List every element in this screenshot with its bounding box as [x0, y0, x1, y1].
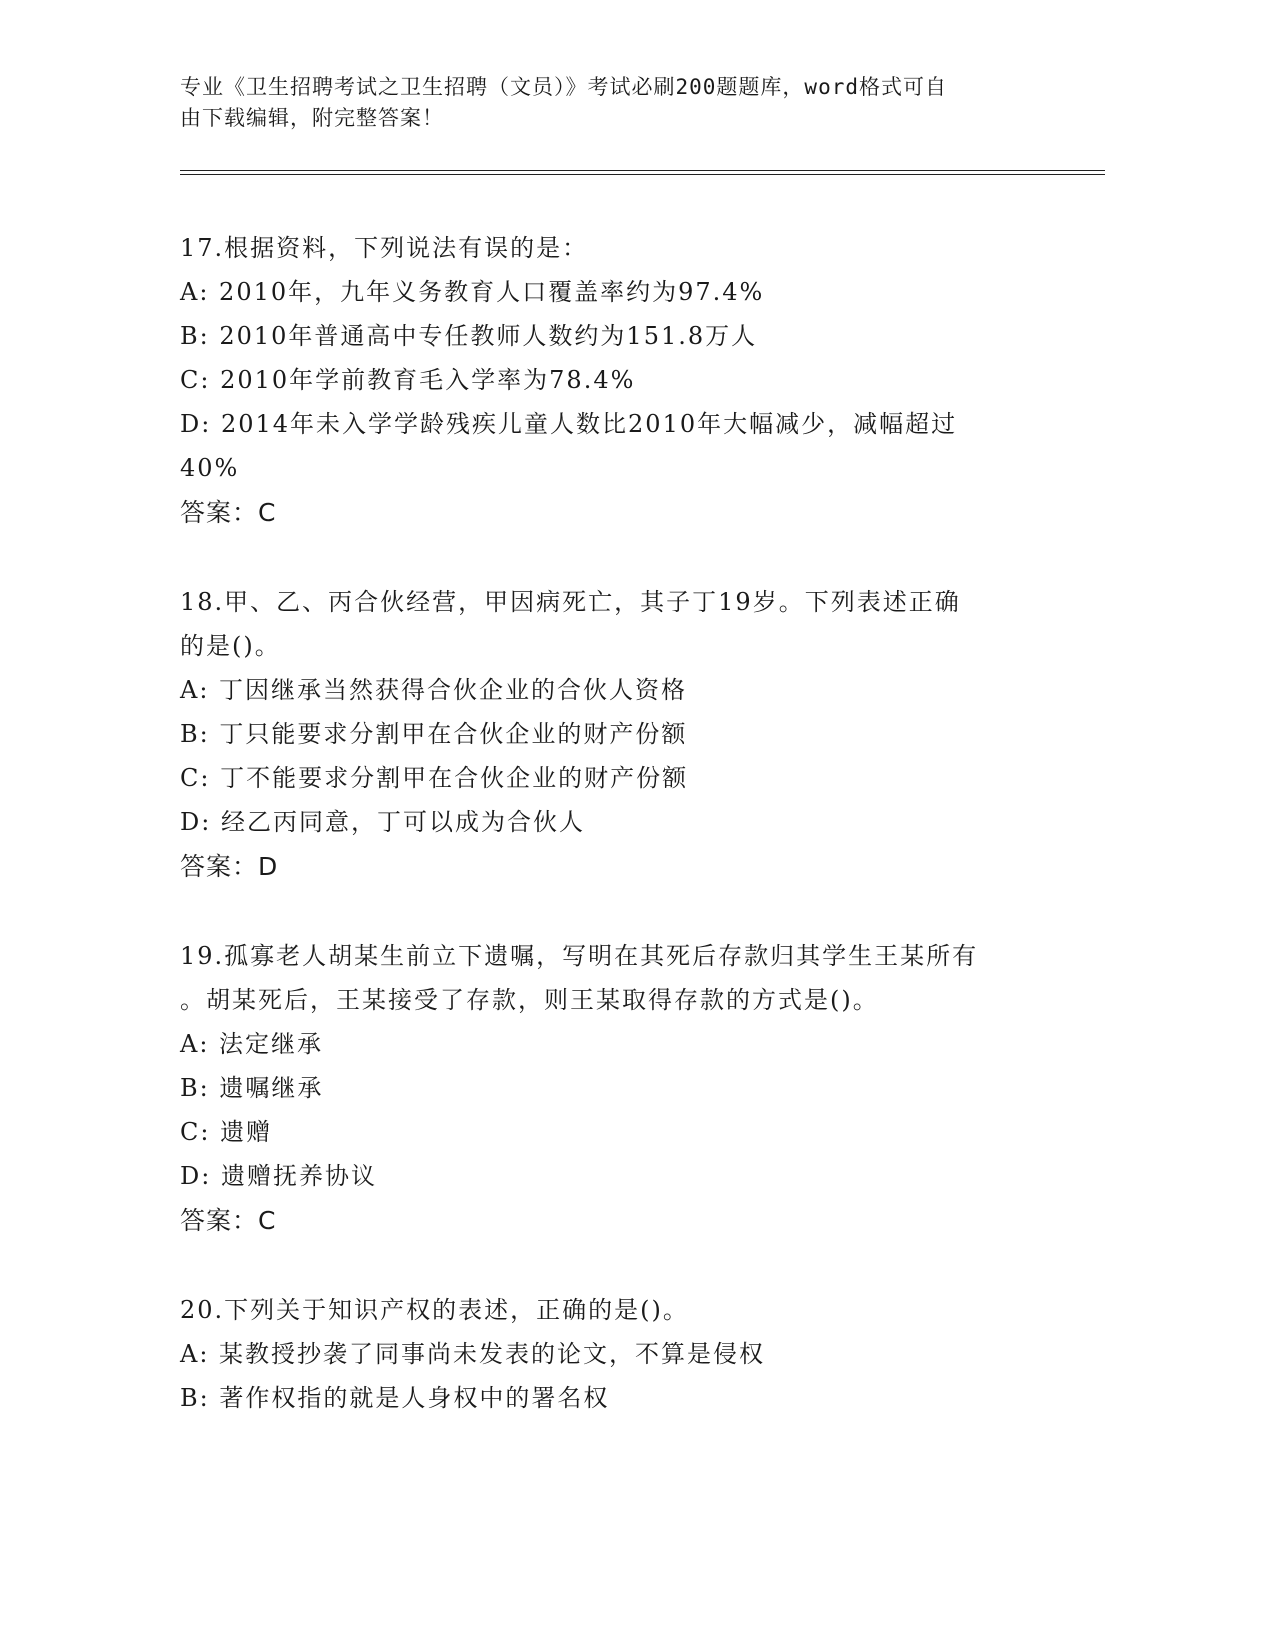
- option-a: A: 某教授抄袭了同事尚未发表的论文，不算是侵权: [180, 1340, 766, 1368]
- option-d-continued: 40%: [180, 454, 240, 482]
- question-stem-continued: 。胡某死后，王某接受了存款，则王某取得存款的方式是()。: [180, 986, 879, 1014]
- option-b: B: 2010年普通高中专任教师人数约为151.8万人: [180, 322, 758, 350]
- answer-label: 答案：D: [180, 852, 279, 881]
- question-stem: 19.孤寡老人胡某生前立下遗嘱，写明在其死后存款归其学生王某所有: [180, 942, 979, 970]
- option-d: D: 2014年未入学学龄残疾儿童人数比2010年大幅减少，减幅超过: [180, 410, 958, 438]
- question-17: [180, 226, 1040, 536]
- option-b: B: 著作权指的就是人身权中的署名权: [180, 1384, 610, 1412]
- header-line-2: 由下载编辑，附完整答案！: [180, 106, 444, 130]
- option-b: B: 丁只能要求分割甲在合伙企业的财产份额: [180, 720, 688, 748]
- question-19: [180, 934, 1040, 1244]
- option-c: C: 2010年学前教育毛入学率为78.4%: [180, 366, 636, 394]
- question-18: [180, 580, 1040, 890]
- option-a: A: 丁因继承当然获得合伙企业的合伙人资格: [180, 676, 688, 704]
- header-line-1: 专业《卫生招聘考试之卫生招聘（文员）》考试必刷200题题库，word格式可自: [180, 75, 947, 99]
- question-list: [180, 226, 1040, 1464]
- question-stem-continued: 的是()。: [180, 632, 281, 660]
- option-d: D: 经乙丙同意，丁可以成为合伙人: [180, 808, 585, 836]
- question-stem: 17.根据资料，下列说法有误的是：: [180, 234, 589, 262]
- answer-label: 答案：C: [180, 1206, 277, 1235]
- answer-label: 答案：C: [180, 498, 277, 527]
- question-stem: 18.甲、乙、丙合伙经营，甲因病死亡，其子丁19岁。下列表述正确: [180, 588, 961, 616]
- question-20: [180, 1288, 1040, 1420]
- header-divider: [180, 170, 1105, 175]
- option-d: D: 遗赠抚养协议: [180, 1162, 377, 1190]
- option-c: C: 丁不能要求分割甲在合伙企业的财产份额: [180, 764, 689, 792]
- option-b: B: 遗嘱继承: [180, 1074, 324, 1102]
- option-a: A: 法定继承: [180, 1030, 324, 1058]
- option-c: C: 遗赠: [180, 1118, 273, 1146]
- option-a: A: 2010年，九年义务教育人口覆盖率约为97.4%: [180, 278, 765, 306]
- question-stem: 20.下列关于知识产权的表述，正确的是()。: [180, 1296, 689, 1324]
- document-header: [180, 72, 1040, 134]
